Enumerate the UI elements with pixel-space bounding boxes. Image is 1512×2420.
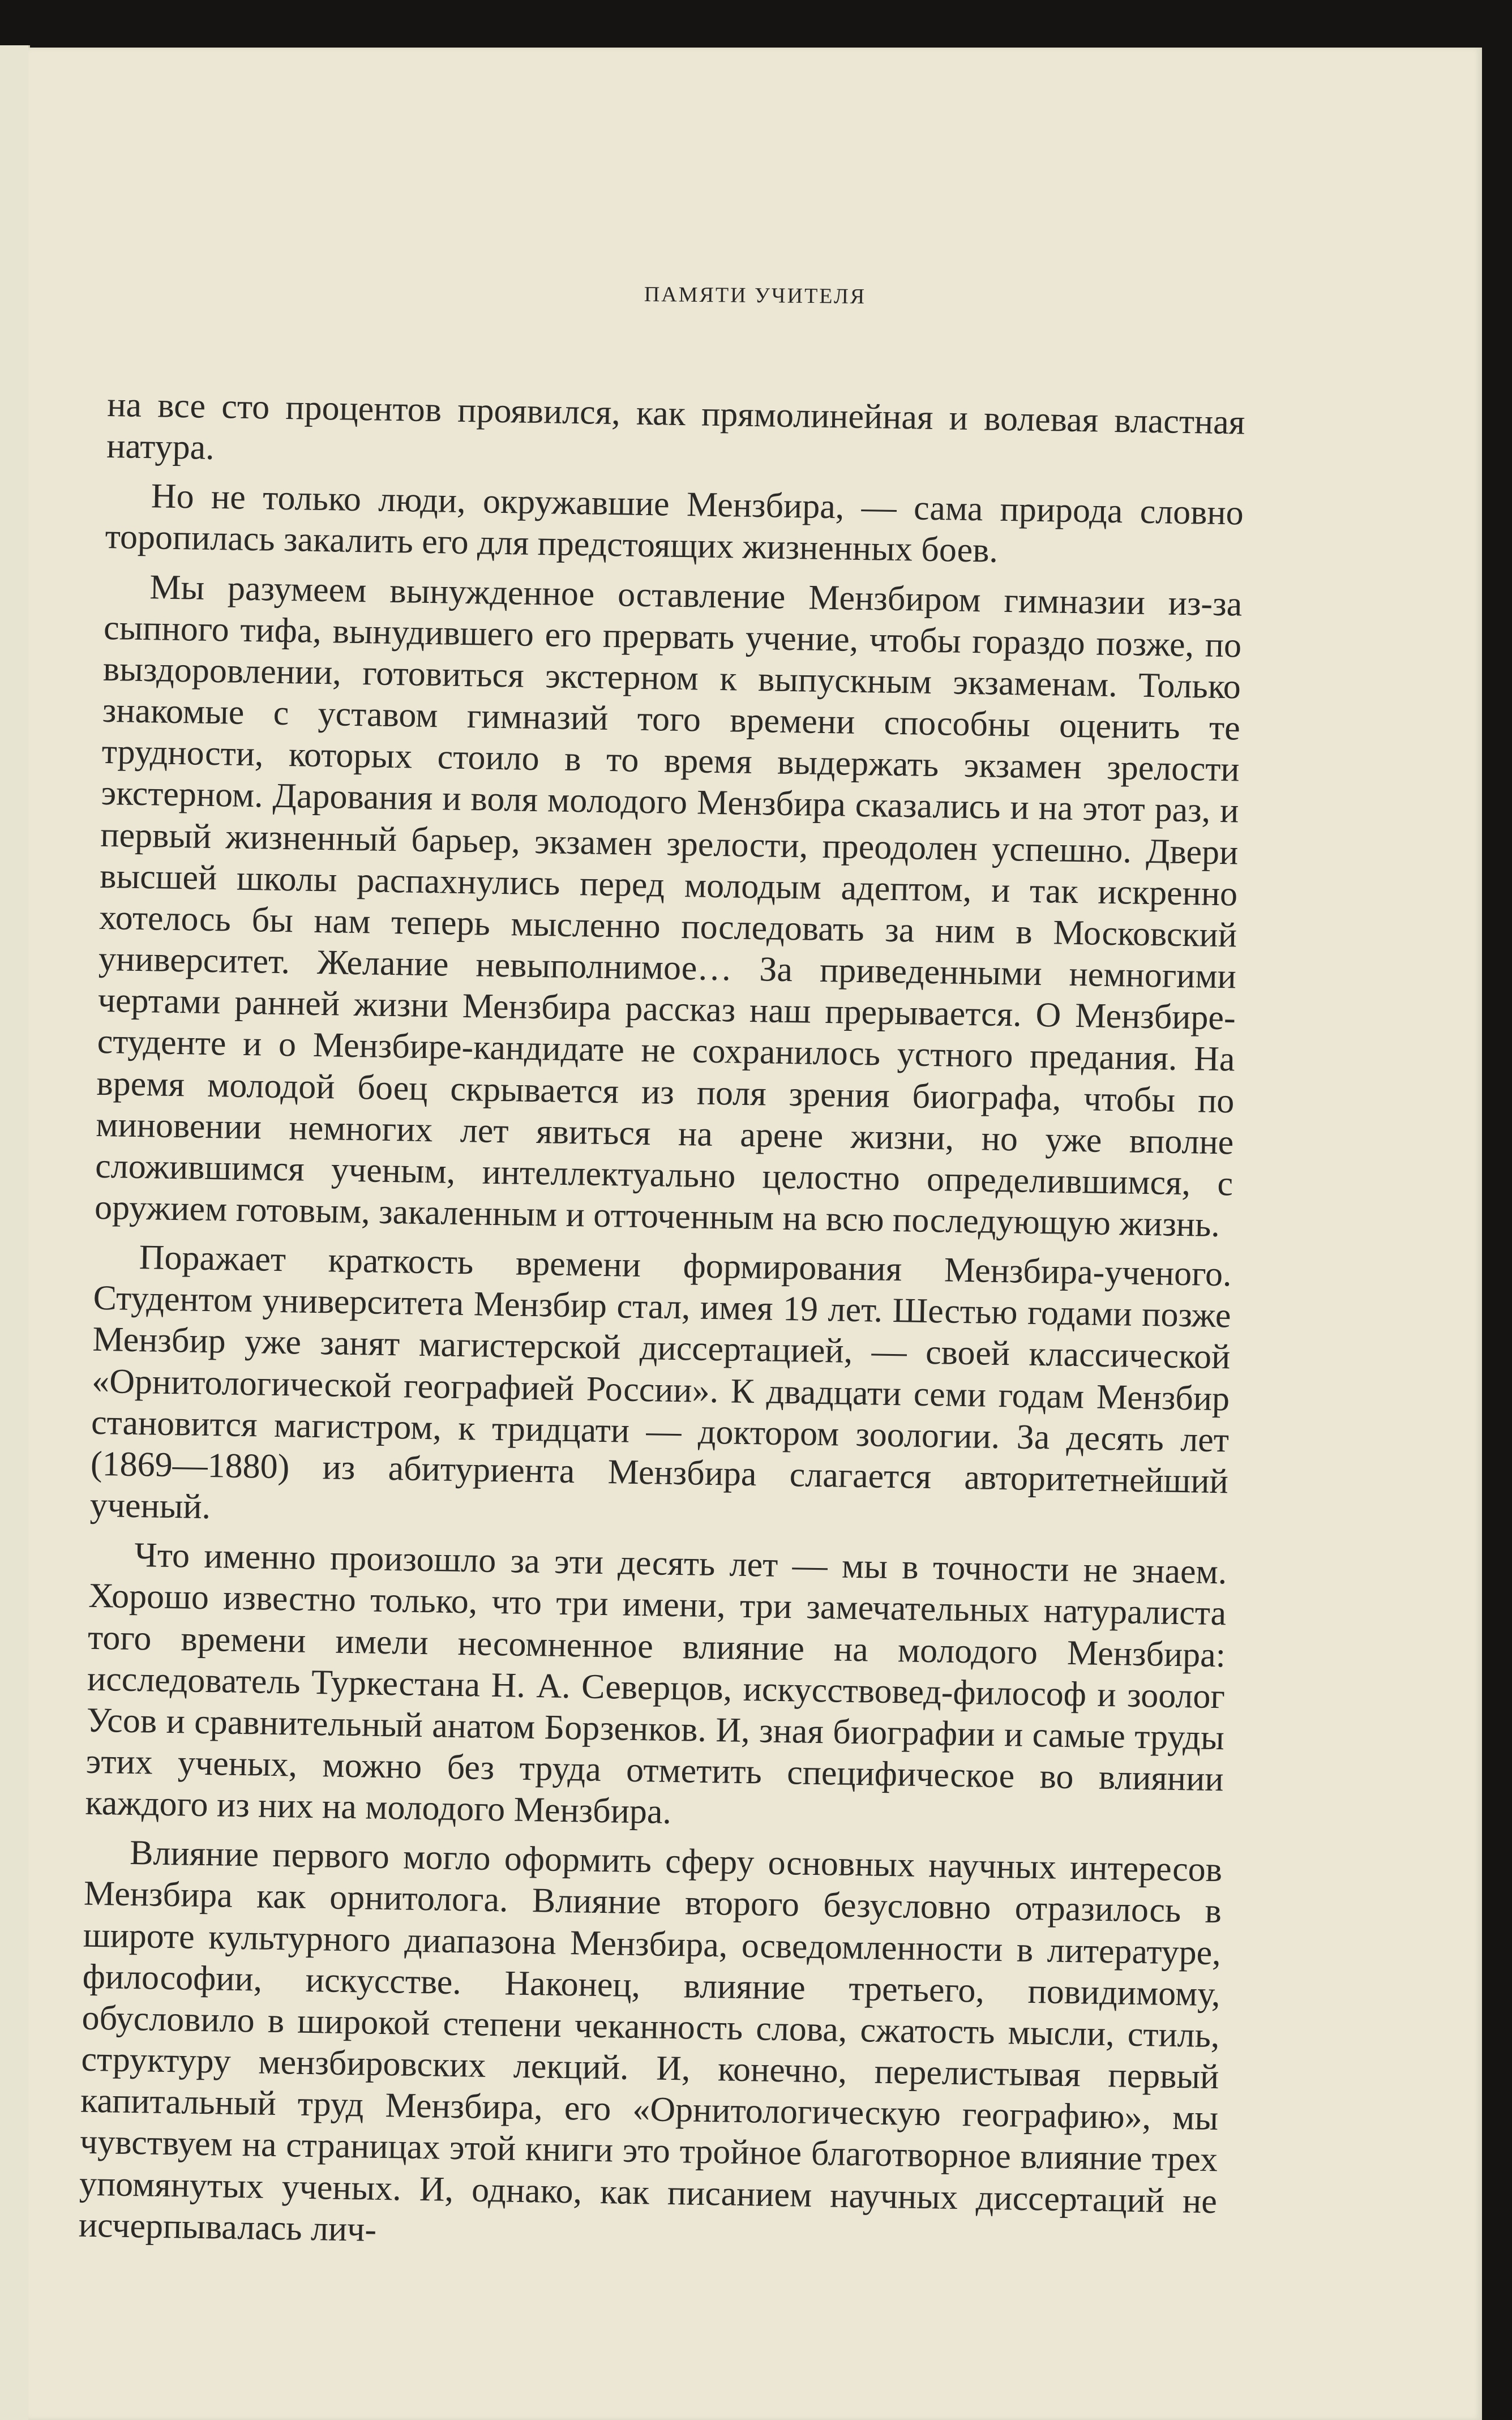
running-head: ПАМЯТИ УЧИТЕЛЯ <box>644 282 867 309</box>
paragraph: Мы разумеем вынужденное оставление Мензбиром гимназии из-за сыпного тифа, вынудившего его прервать учение, чтобы гораздо позже, по выздоровлении, готовиться экстерном к выпускным экзаменам. Только знакомые с уставом гимназий того времени способны оценить те трудности, которых стоило в то время выдержать экзамен зрелости экстерном. Дарования и воля молодого Мензбира сказались и на этот раз, и первый жизненный барьер, экзамен зрелости, преодолен успешно. Двери высшей школы распахнулись перед молодым адептом, и так искренно хотелось бы нам теперь мысленно последовать за ним в Московский университет. Желание невыполнимое… За приведенными немногими чертами ранней жизни Мензбира рассказ наш прерывается. О Мензбире-студенте и о Мензбире-кандидате не сохранилось устного предания. На время молодой боец скрывается из поля зрения биографа, чтобы по миновении немногих лет явиться на арене жизни, но уже вполне сложившимся ученым, интеллектуально целостно определившимся, с оружием готовым, закаленным и отточенным на всю последующую жизнь. <box>94 567 1243 1245</box>
adjacent-page-edge <box>0 45 30 2420</box>
book-page <box>28 48 1482 2420</box>
paragraph: Поражает краткость времени формирования Мензбира-ученого. Студентом университета Мензбир стал, имея 19 лет. Шестью годами позже Мензбир уже занят магистерской диссертацией, — своей классической «Орнитологической географией России». К двадцати семи годам Мензбир становится магистром, к тридцати — доктором зоологии. За десять лет (1869—1880) из абитуриента Мензбира слагается авторитетнейший ученый. <box>89 1238 1232 1527</box>
paragraph: Влияние первого могло оформить сферу основных научных интересов Мензбира как орнитолога. Влияние второго безусловно отразилось в широте культурного диапазона Мензбира, осведомленности в литературе, философии, искусстве. Наконец, влияние третьего, повидимому, обусловило в широкой степени чеканность слова, сжатость мысли, стиль, структуру мензбировских лекций. И, конечно, перелистывая первый капитальный труд Мензбира, его «Орнитологическую географию», мы чувствуем на страницах этой книги это тройное благотворное влияние трех упомянутых ученых. И, однако, как писанием научных диссертаций не исчерпывалась лич- <box>78 1834 1223 2249</box>
paragraph: Но не только люди, окружавшие Мензбира, — сама природа словно торопилась закалить его для предстоящих жизненных боев. <box>105 477 1244 571</box>
body-text <box>78 384 1245 2272</box>
paragraph: Что именно произошло за эти десять лет — мы в точности не знаем. Хорошо известно только, что три имени, три замечательных натуралиста того времени имели несомненное влияние на молодого Мензбира: исследователь Туркестана Н. А. Северцов, искусствовед-философ и зоолог Усов и сравнительный анатом Борзенков. И, зная биографии и самые труды этих ученых, можно без труда отметить специфическое во влиянии каждого из них на молодого Мензбира. <box>85 1536 1227 1832</box>
paragraph: на все сто процентов проявился, как прямолинейная и волевая властная натура. <box>106 385 1245 468</box>
